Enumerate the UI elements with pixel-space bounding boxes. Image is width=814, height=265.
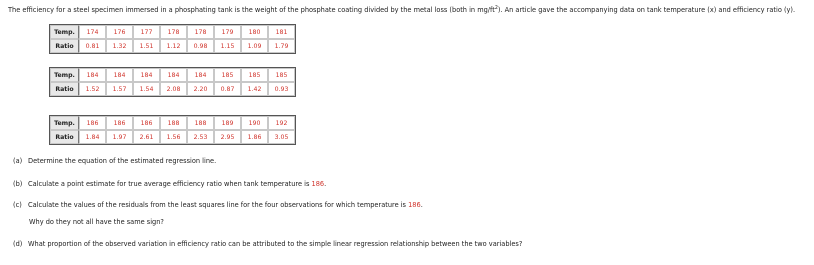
question-b-value: 186 xyxy=(311,180,325,188)
temp-cell: 192 xyxy=(268,116,295,130)
temp-cell: 178 xyxy=(160,25,187,39)
question-b-label: (b) xyxy=(13,180,23,188)
temp-cell: 186 xyxy=(79,116,106,130)
temp-row xyxy=(50,68,295,82)
ratio-header: Ratio xyxy=(50,82,79,96)
data-table-2 xyxy=(49,67,296,97)
temp-cell: 184 xyxy=(106,68,133,82)
temp-cell: 174 xyxy=(79,25,106,39)
question-d-label: (d) xyxy=(13,240,23,248)
ratio-cell: 0.81 xyxy=(79,39,106,53)
ratio-cell: 2.95 xyxy=(214,130,241,144)
temp-cell: 185 xyxy=(214,68,241,82)
ratio-cell: 1.52 xyxy=(79,82,106,96)
ratio-cell: 3.05 xyxy=(268,130,295,144)
question-b-text: Calculate a point estimate for true average efficiency ratio when tank temperature is xyxy=(28,180,312,188)
ratio-header: Ratio xyxy=(50,39,79,53)
temp-header: Temp. xyxy=(50,116,79,130)
ratio-cell: 2.08 xyxy=(160,82,187,96)
temp-cell: 184 xyxy=(79,68,106,82)
question-c-end: . xyxy=(420,201,423,209)
temp-cell: 179 xyxy=(214,25,241,39)
ratio-cell: 1.51 xyxy=(133,39,160,53)
ratio-cell: 1.84 xyxy=(79,130,106,144)
question-d-text: What proportion of the observed variation in efficiency ratio can be attributed to the simple linear regression relationship between the two variables? xyxy=(28,240,523,248)
ratio-cell: 0.93 xyxy=(268,82,295,96)
ratio-cell: 1.57 xyxy=(106,82,133,96)
temp-cell: 185 xyxy=(268,68,295,82)
ratio-cell: 1.79 xyxy=(268,39,295,53)
data-table-1 xyxy=(49,24,296,54)
temp-cell: 189 xyxy=(214,116,241,130)
question-a-text: Determine the equation of the estimated regression line. xyxy=(28,157,217,165)
temp-cell: 185 xyxy=(241,68,268,82)
question-a xyxy=(13,157,216,165)
temp-cell: 190 xyxy=(241,116,268,130)
problem-intro xyxy=(8,6,795,14)
question-b-end: . xyxy=(324,180,327,188)
temp-cell: 184 xyxy=(133,68,160,82)
intro-text: The efficiency for a steel specimen immersed in a phosphating tank is the weight of the phosphate coating divided by the metal loss (both in mg/ft xyxy=(8,6,495,15)
ratio-row xyxy=(50,82,295,96)
ratio-cell: 0.87 xyxy=(214,82,241,96)
question-b xyxy=(13,180,326,188)
ratio-cell: 0.98 xyxy=(187,39,214,53)
ratio-cell: 2.53 xyxy=(187,130,214,144)
ratio-cell: 2.61 xyxy=(133,130,160,144)
question-a-label: (a) xyxy=(13,157,23,165)
ratio-cell: 1.56 xyxy=(160,130,187,144)
ratio-cell: 1.54 xyxy=(133,82,160,96)
ratio-cell: 1.32 xyxy=(106,39,133,53)
ratio-cell: 2.20 xyxy=(187,82,214,96)
temp-cell: 177 xyxy=(133,25,160,39)
temp-cell: 186 xyxy=(106,116,133,130)
temp-cell: 184 xyxy=(160,68,187,82)
intro-text-end: ). An article gave the accompanying data on tank temperature (x) and efficiency ratio (y). xyxy=(497,6,796,15)
temp-cell: 184 xyxy=(187,68,214,82)
data-table-3 xyxy=(49,115,296,145)
temp-cell: 186 xyxy=(133,116,160,130)
ratio-cell: 1.15 xyxy=(214,39,241,53)
temp-cell: 178 xyxy=(187,25,214,39)
temp-cell: 188 xyxy=(160,116,187,130)
temp-row xyxy=(50,25,295,39)
ratio-header: Ratio xyxy=(50,130,79,144)
temp-header: Temp. xyxy=(50,68,79,82)
ratio-cell: 1.42 xyxy=(241,82,268,96)
temp-header: Temp. xyxy=(50,25,79,39)
question-c-label: (c) xyxy=(13,201,22,209)
temp-cell: 176 xyxy=(106,25,133,39)
ratio-cell: 1.12 xyxy=(160,39,187,53)
temp-cell: 180 xyxy=(241,25,268,39)
ratio-cell: 1.09 xyxy=(241,39,268,53)
temp-cell: 188 xyxy=(187,116,214,130)
question-c-value: 186 xyxy=(408,201,421,209)
ratio-row xyxy=(50,39,295,53)
temp-row xyxy=(50,116,295,130)
question-c xyxy=(13,201,423,209)
temp-cell: 181 xyxy=(268,25,295,39)
question-c-followup: Why do they not all have the same sign? xyxy=(29,218,164,226)
question-c-text: Calculate the values of the residuals from the least squares line for the four observations for which temperature is xyxy=(28,201,409,209)
intro-superscript: 2 xyxy=(494,6,498,11)
ratio-cell: 1.86 xyxy=(241,130,268,144)
question-d xyxy=(13,240,522,248)
ratio-row xyxy=(50,130,295,144)
ratio-cell: 1.97 xyxy=(106,130,133,144)
